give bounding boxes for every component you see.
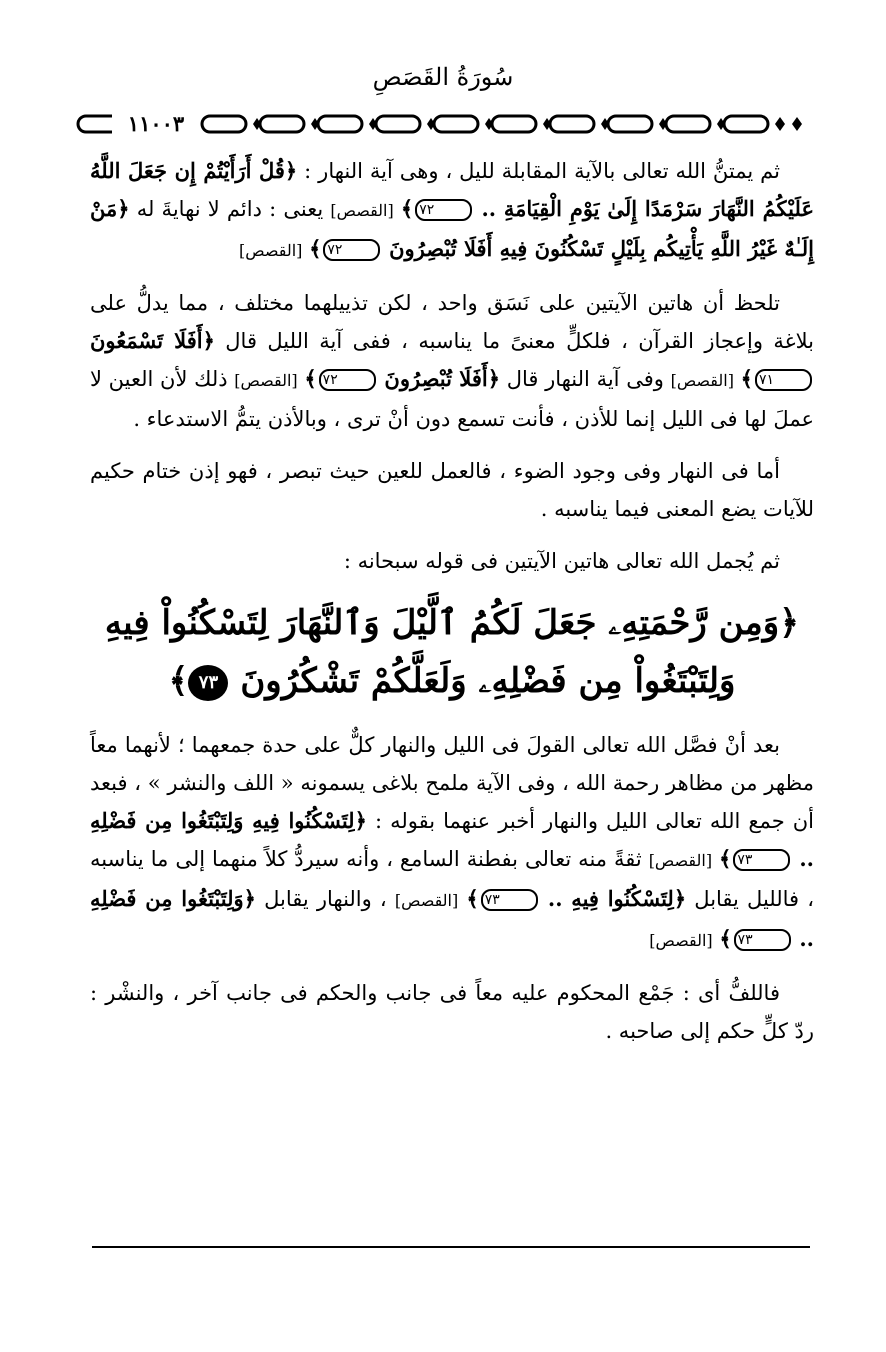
surah-reference: [القصص] [239,241,303,260]
page-number: ١١٠٠٣ [112,113,200,135]
quran-close-bracket: ﴾ [719,926,732,951]
surah-reference: [القصص] [649,931,713,950]
paragraph-3: أما فى النهار وفى وجود الضوء ، فالعمل للعين حيث تبصر ، فهو إذن ختام حكيم للآيات يضع المعنى فيما يناسبه . [90,459,814,521]
paragraph-1 [90,152,814,270]
quran-open-bracket: ﴿ [117,196,130,221]
surah-reference: [القصص] [648,851,713,870]
verse-text-line-2: وَلِتَبْتَغُواْ مِن فَضْلِهِۦ وَلَعَلَّكُمْ تَشْكُرُونَ [240,661,736,701]
quran-close-bracket: ﴾ [719,846,732,871]
text: تلحظ أن هاتين الآيتين على نَسَق واحد ، لكن تذييلهما مختلف ، مما يدلُّ على بلاغة وإعجاز القرآن ، فلكلٍّ معنىً ما يناسبه ، ففى آية الليل قال [90,291,814,353]
quran-quote: لِتَسْكُنُوا فِيهِ .. [547,886,674,911]
quran-open-bracket: ﴿ [487,366,501,391]
quran-open-bracket: ﴿ [354,808,367,833]
quran-close-bracket: ﴾ [400,196,414,221]
paragraph-2 [90,284,814,438]
text: يعنى : دائم لا نهايةَ له [129,197,331,221]
footer-rule [92,1246,810,1248]
quran-close-bracket: ﴾ [740,366,753,391]
text: ثم يمتنُّ الله تعالى بالآية المقابلة لليل ، وهى آية النهار : [297,159,780,183]
quran-open-bracket: ﴿ [284,158,298,183]
quran-open-bracket: ﴿ [202,328,215,353]
verse-line-1 [90,594,814,652]
verse-number-badge: ٧٣ [734,929,791,951]
surah-reference: [القصص] [394,891,459,910]
text: وفى آية النهار قال [500,367,671,391]
verse-text-line-1: وَمِن رَّحْمَتِهِۦ جَعَلَ لَكُمُ ٱلَّيْلَ وَٱلنَّهَارَ لِتَسْكُنُواْ فِيهِ [104,603,780,643]
text: ، والنهار يقابل [255,887,395,911]
surah-reference: [القصص] [234,371,298,390]
quran-quote: أَفَلَا تَسْمَعُونَ [90,328,203,353]
page-body [90,152,814,1064]
paragraph-4: ثم يُجمل الله تعالى هاتين الآيتين فى قوله سبحانه : [343,549,780,573]
quran-open-bracket: ﴿ [779,603,800,643]
quran-verse-block [90,594,814,710]
verse-number-badge: ٧١ [755,369,812,391]
surah-reference: [القصص] [330,201,394,220]
quran-close-bracket: ﴾ [309,236,322,261]
quran-quote: وَلِتَبْتَغُوا مِن فَضْلِهِ .. [90,886,814,951]
paragraph-5 [90,726,814,960]
quran-close-bracket: ﴾ [304,366,317,391]
quran-quote: أَفَلَا تُبْصِرُونَ [384,366,488,391]
verse-number-badge: ٧٢ [415,199,472,221]
verse-number-badge: ٧٢ [323,239,380,261]
verse-number-medallion: ٧٣ [188,665,228,701]
text: ذلك لأن العين لا عملَ لها فى الليل إنما للأذن ، فأنت تسمع دون أنْ ترى ، وبالأذن يتمُّ الاستدعاء . [90,367,814,431]
verse-line-2 [90,652,814,710]
verse-number-badge: ٧٣ [733,849,790,871]
quran-quote: قُلْ أَرَأَيْتُمْ إِن جَعَلَ اللَّهُ عَلَيْكُمُ النَّهَارَ سَرْمَدًا إِلَىٰ يَوْمِ الْقِيَامَةِ .. [90,158,814,221]
text: ثقةً منه تعالى بفطنة السامع ، وأنه سيردُّ كلاً منهما إلى ما يناسبه ، فالليل يقابل [90,847,815,911]
surah-title: سُورَةُ القَصَصِ [372,63,514,91]
quran-open-bracket: ﴿ [243,886,256,911]
text: بعد أنْ فصَّل الله تعالى القولَ فى الليل والنهار كلٌّ على حدة جمعهما ؛ لأنهما معاً مظهر من مظاهر رحمة الله ، وفى الآية ملمح بلاغى يسمونه « اللف والنشر » ، فبعد أن جمع الله تعالى الليل والنهار أخبر عنهما بقوله : [90,733,814,833]
verse-number-badge: ٧٢ [319,369,376,391]
quran-close-bracket: ﴾ [466,886,479,911]
quran-quote: مَنْ إِلَـٰهٌ غَيْرُ اللَّهِ يَأْتِيكُم بِلَيْلٍ تَسْكُنُونَ فِيهِ أَفَلَا تُبْصِرُونَ [90,196,814,261]
quran-open-bracket: ﴿ [673,886,687,911]
quran-close-bracket: ﴾ [168,661,189,701]
quran-quote: لِتَسْكُنُوا فِيهِ وَلِتَبْتَغُوا مِن فَضْلِهِ .. [90,808,814,871]
paragraph-6: فاللفُّ أى : جَمْع المحكوم عليه معاً فى جانب والحكم فى جانب آخر ، والنشْر : ردّ كلٍّ حكم إلى صاحبه . [90,981,814,1043]
surah-reference: [القصص] [670,371,734,390]
verse-number-badge: ٧٣ [481,889,538,911]
